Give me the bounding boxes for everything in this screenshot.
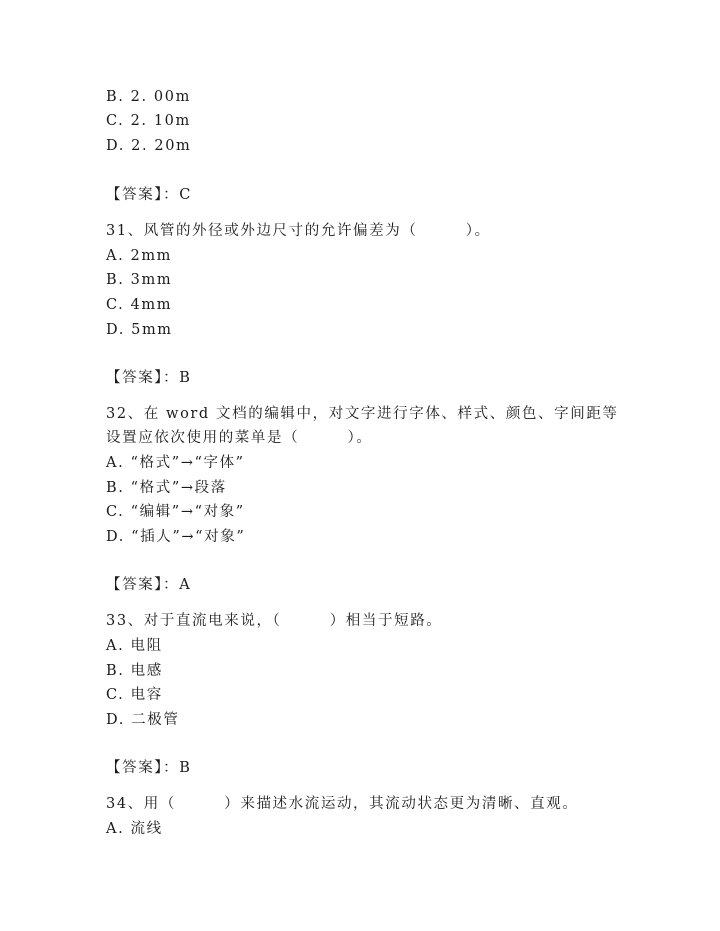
option-a: A. “格式”→“字体” — [106, 455, 245, 471]
option-c: C. 2. 10m — [106, 113, 191, 129]
question-stem: 33、对于直流电来说，（ ）相当于短路。 — [106, 613, 443, 629]
option-a: A. 流线 — [106, 821, 163, 837]
option-d: D. “插人”→“对象” — [106, 529, 246, 545]
option-c: C. 4mm — [106, 297, 173, 313]
question-stem-continued: 设置应依次使用的菜单是（ ）。 — [106, 430, 373, 446]
option-a: A. 2mm — [106, 248, 173, 264]
answer-line: 【答案】：A — [106, 577, 192, 593]
option-d: D. 二极管 — [106, 712, 180, 728]
option-b: B. 电感 — [106, 663, 163, 679]
question-stem: 31、风管的外径或外边尺寸的允许偏差为（ ）。 — [106, 223, 491, 239]
option-a: A. 电阻 — [106, 638, 163, 654]
option-d: D. 5mm — [106, 322, 173, 338]
answer-line: 【答案】：B — [106, 370, 192, 386]
option-d: D. 2. 20m — [106, 138, 192, 154]
question-stem: 32、在 word 文档的编辑中，对文字进行字体、样式、颜色、字间距等 — [106, 406, 619, 422]
option-c: C. 电容 — [106, 687, 163, 703]
option-b: B. 3mm — [106, 272, 173, 288]
answer-line: 【答案】：C — [106, 187, 192, 203]
option-c: C. “编辑”→“对象” — [106, 504, 245, 520]
option-b: B. “格式”→段落 — [106, 480, 227, 496]
question-stem: 34、用（ ）来描述水流运动，其流动状态更为清晰、直观。 — [106, 796, 579, 812]
option-b: B. 2. 00m — [106, 89, 191, 105]
answer-line: 【答案】：B — [106, 760, 192, 776]
